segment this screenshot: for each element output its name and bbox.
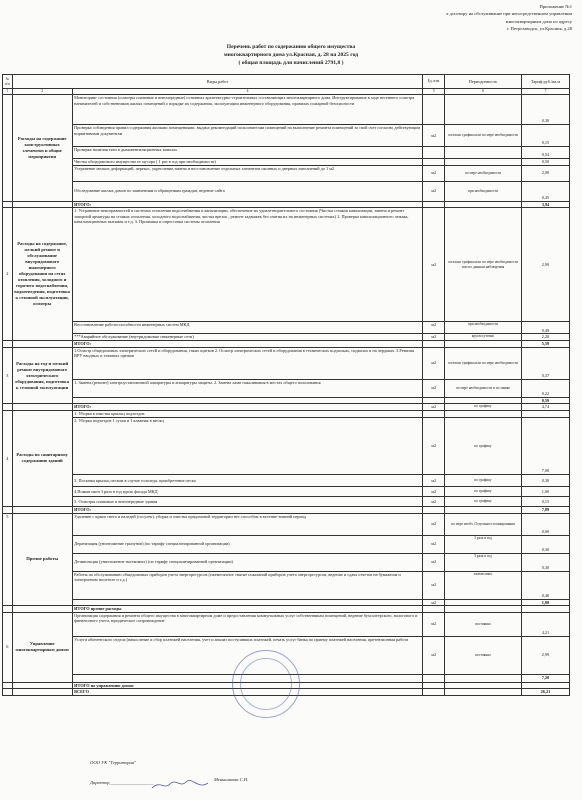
- col-works-header: Виды работ: [12, 75, 423, 89]
- work-unit: м2: [423, 125, 445, 147]
- appendix-line-3: многоквартирным дома по адресу: [505, 18, 572, 24]
- table-row: [3, 599, 570, 606]
- section-5-name: Прочие работы: [12, 513, 72, 606]
- work-tariff: 0,15: [521, 496, 569, 506]
- table-row: [3, 165, 570, 181]
- table-row: [3, 322, 570, 334]
- table-row: [3, 334, 570, 341]
- table-row: [3, 571, 570, 599]
- work-unit: м2: [423, 417, 445, 474]
- work-text: Дератизация (уничтожение грызунов) (по тарифу специализированной организации): [72, 535, 423, 553]
- work-text: Устранение мелких деформаций, перекос, укрепление,замена и восстановление отдельных элементов оконных и дверных заполнений до 1 м2: [72, 165, 423, 181]
- work-tariff: 2,00: [521, 165, 569, 181]
- section-4-total-label: ИТОГО:: [72, 506, 423, 513]
- total-period: по графику: [445, 404, 522, 411]
- work-text: 1.Осмотр общедомовых электрических сетей и оборудования, таких щитков 2. Осмотр электрических сетей и оборудования в технических подпольях, подвалах и на чердаках. 3.Ревизия ВРУ вводных и этажных щитков: [72, 347, 423, 379]
- work-text: 3. Посыпка крыльц песком в случае гололеда, приобретение песка: [72, 474, 423, 486]
- colnum-4: 4: [72, 89, 423, 95]
- table-row: [3, 181, 570, 201]
- work-tariff: 0,30: [521, 553, 569, 571]
- work-text: Проверка наличия тяги в дымовентиляционных каналах: [72, 147, 423, 159]
- work-period: по мере необх. Отдельного планирования: [445, 513, 522, 535]
- section-6-name: Управление многоквартирным домом: [12, 612, 72, 682]
- section-3-total-label: ИТОГО:: [72, 404, 423, 411]
- work-unit: м2: [423, 571, 445, 599]
- work-tariff: 0,40: [521, 571, 569, 599]
- work-text: Чистка общедомового имущества от мусора ( 1 раз в год при необходимости): [72, 159, 423, 166]
- table-row: [3, 379, 570, 397]
- section-2-total: 5,59: [521, 341, 569, 348]
- work-period: по мере необходимости: [445, 165, 522, 181]
- colnum-5: 5: [423, 89, 445, 95]
- section-total-row: [3, 506, 570, 513]
- table-row: [3, 410, 570, 417]
- work-text: Проверка соблюдения правил содержания жилыми помещениями, выдача рекомендаций пользователям помещений на выполнение ремонта помещений за свой счет согласно действующим нормативным документам: [72, 125, 423, 147]
- section-3-total: 0,59: [521, 397, 569, 404]
- section-1-total-label: ИТОГО:: [72, 201, 423, 208]
- footer-director-name: Меньшикова С.Н.: [214, 777, 249, 782]
- section-6-total-label: ИТОГО по управлению домом: [72, 682, 423, 689]
- table-row: [3, 347, 570, 379]
- work-unit: м2: [423, 322, 445, 334]
- work-period: по графику: [445, 486, 522, 496]
- section-6-num: 6: [3, 612, 13, 682]
- work-period: 3 раза в год: [445, 535, 522, 553]
- work-period: 3 раза в год: [445, 553, 522, 571]
- section-3-name: Расходы на год-и мелкий ремонт внутридомового электрического оборудования, подготовка к сезонной эксплуатации: [12, 347, 72, 404]
- table-row: [3, 612, 570, 636]
- work-text: 1. Уборка в очистка крыльц подъездов: [72, 410, 423, 417]
- total-unit: м2: [423, 404, 445, 411]
- work-unit: м2: [423, 379, 445, 397]
- work-period: круглосуточно: [445, 334, 522, 341]
- work-text: 4.Помыв окон 3 раза в год вдоль фасада МКД: [72, 486, 423, 496]
- work-unit: м2: [423, 599, 445, 606]
- work-text: ***Аварийное обслуживание (внутридомовые инженерные сети): [72, 334, 423, 341]
- work-period: постоянно: [445, 636, 522, 674]
- work-text: Дезинсекция (уничтожение насекомых) (по тарифу специализированной организации): [72, 553, 423, 571]
- work-period: согласно графика или по мере необходимости: [445, 347, 522, 379]
- work-tariff: 0,49: [521, 322, 569, 334]
- work-tariff: 0,45: [521, 181, 569, 201]
- table-row: [3, 208, 570, 322]
- work-tariff: 7,00: [521, 417, 569, 474]
- section-1-name: Расходы на содержание конструктивных элементов и общие мероприятия: [12, 95, 72, 202]
- work-tariff: 2,99: [521, 636, 569, 674]
- col-period-header: Периодичность: [445, 75, 522, 89]
- work-tariff: 0,37: [521, 347, 569, 379]
- appendix-header: [446, 3, 572, 33]
- work-unit: м2: [423, 474, 445, 486]
- work-tariff: 0,15: [521, 125, 569, 147]
- table-row: [3, 95, 570, 125]
- work-text: Восстановление работоспособности инженерных систем МКД: [72, 322, 423, 334]
- section-2-name: Расходы на содержание, мелкий ремонт и обслуживание внутридомового инженерного оборудования на сетях отопления, холодного и горячего водоснабжения, водоотведения, подготовка к сезонной эксплуатации, осмотры: [12, 208, 72, 341]
- section-6-total: 7,20: [521, 674, 569, 682]
- col-tariff-header: Тариф руб./кв.м: [521, 75, 569, 89]
- work-unit: м2: [423, 513, 445, 535]
- section-total-row: [3, 201, 570, 208]
- grand-total-value: 26,21: [521, 689, 569, 696]
- work-unit: м2: [423, 334, 445, 341]
- work-unit: [423, 159, 445, 166]
- section-3-num: 3: [3, 347, 13, 404]
- footer-org: ООО УК "Территория": [90, 760, 136, 765]
- colnum-2: 2: [12, 89, 72, 95]
- table-header-row: [3, 75, 570, 89]
- work-unit: м2: [423, 181, 445, 201]
- work-period: по графику: [445, 417, 522, 474]
- work-tariff: 4,21: [521, 612, 569, 636]
- work-tariff: 1,00: [521, 486, 569, 496]
- work-tariff: 0,54: [521, 147, 569, 159]
- work-period: по мере необходимости и по заявке: [445, 379, 522, 397]
- table-row: [3, 417, 570, 474]
- work-text: 1. Устранение неисправностей в системах отопления водоснабжения и канализации, обеспечение их удовлетворительного состояния (Чистка стояков канализации, замена и ремонт запорной арматуры на стояках отопления, холодного водоснабжения, чистка врезок , ремонт задвижек без снятия их на инженерных системах) 2. Проверка канализационного лежака, канализационных вытяжек и т.д. 3. Промывка и опрессовка системы отопления: [72, 208, 423, 322]
- section-4-name: Расходы по санитарному содержанию зданий: [12, 410, 72, 506]
- work-text: 1. Замена (ремонт) электроустановочной аппаратуры и аппаратуры защиты. 2. Замена ламп накаливания в местах общего пользования: [72, 379, 423, 397]
- work-period: [445, 410, 522, 417]
- work-unit: м2: [423, 496, 445, 506]
- table-row: [3, 553, 570, 571]
- section-4-total: 7,89: [521, 506, 569, 513]
- work-period: согласно графика или по мере необходимости: [445, 125, 522, 147]
- col-num-header: № п/п: [3, 75, 13, 89]
- work-tariff: 0,30: [521, 535, 569, 553]
- section-2-total-label: ИТОГО:: [72, 341, 423, 348]
- work-period: [445, 147, 522, 159]
- work-unit: м2: [423, 612, 445, 636]
- section-total-row: [3, 404, 570, 411]
- section-total-row: [3, 341, 570, 348]
- table-row: [3, 513, 570, 535]
- appendix-line-4: г. Петрозаводск, ул.Краснпя, д.28: [506, 26, 572, 32]
- table-row: [3, 125, 570, 147]
- handwritten-signature: [150, 778, 210, 792]
- work-tariff: 0,00: [521, 513, 569, 535]
- work-period: [445, 159, 522, 166]
- colnum-1: 1: [3, 89, 13, 95]
- works-table: [2, 74, 570, 696]
- colnum-6: 6: [445, 89, 522, 95]
- section-5-num: 5: [3, 513, 13, 606]
- section-4-num: 4: [3, 410, 13, 506]
- section-1-num: [3, 95, 13, 202]
- table-row: [3, 535, 570, 553]
- appendix-line-1: Приложение №1: [539, 4, 572, 9]
- work-period: по графику: [445, 474, 522, 486]
- work-unit: [423, 410, 445, 417]
- work-tariff: 0,22: [521, 379, 569, 397]
- work-period: [445, 95, 522, 125]
- colnum-7: 7: [521, 89, 569, 95]
- work-period: при необходимости: [445, 181, 522, 201]
- work-unit: м2: [423, 535, 445, 553]
- work-period: по графику: [445, 496, 522, 506]
- table-row: [3, 474, 570, 486]
- work-text: Услуги абонентского отдела (начисление и сбор платежей населения, учет и анализ поступивших платежей, печать услуг банка по приему платежей населения, претензионная работа: [72, 636, 423, 674]
- section-5-total-label: ИТОГО прочие расходы: [72, 606, 423, 613]
- work-tariff: 2,20: [521, 334, 569, 341]
- work-unit: [423, 147, 445, 159]
- work-text: 5. Осмотры плановые и внеочередные здания: [72, 496, 423, 506]
- section-3-total-2: 4,74: [521, 404, 569, 411]
- work-tariff: 0,30: [521, 474, 569, 486]
- section-5-total: 1,00: [521, 599, 569, 606]
- work-unit: м2: [423, 165, 445, 181]
- grand-total-label: ВСЕГО: [72, 689, 423, 696]
- work-period: согласно графика или по мере необходимости или по данным наблюдения: [445, 208, 522, 322]
- company-stamp-inner: [240, 658, 292, 710]
- work-period: при необходимости: [445, 322, 522, 334]
- work-period: ежемесячно: [445, 571, 522, 599]
- section-total-row: [3, 606, 570, 613]
- section-2-num: 2: [3, 208, 13, 341]
- section-total-row: [3, 397, 570, 404]
- section-1-total: 3,94: [521, 201, 569, 208]
- table-row: [3, 486, 570, 496]
- doc-title-3: ( общая площадь для начислений 2791,8 ): [238, 60, 344, 66]
- work-text: 2. Уборка подъездов 1 сухая и 1 влажная в месяц: [72, 417, 423, 474]
- work-unit: [423, 95, 445, 125]
- table-row: [3, 147, 570, 159]
- doc-title-1: Перечень работ по содержанию общего имущества: [226, 44, 356, 50]
- work-unit: м2: [423, 486, 445, 496]
- work-unit: м2: [423, 347, 445, 379]
- work-tariff: [521, 410, 569, 417]
- work-tariff: 2,90: [521, 208, 569, 322]
- footer-director: Директор___________________: [90, 780, 154, 785]
- work-text: Обследование жилых домов по заявлениям и обращениям граждан, ведение сайта: [72, 181, 423, 201]
- work-period: постоянно: [445, 612, 522, 636]
- work-text: Организация содержания и ремонта общего имущества в многоквартирном доме и предоставления коммунальных услуг собственникам помещений, ведение бухгалтерского, налогового и финансового учета, юридическое сопровождение: [72, 612, 423, 636]
- doc-title-2: многоквартирного дома ул.Красная, д. 28 на 2025 год: [223, 52, 359, 58]
- table-row: [3, 159, 570, 166]
- col-unit-header: Ед. изм.: [423, 75, 445, 89]
- work-tariff: 0,50: [521, 159, 569, 166]
- work-unit: м2: [423, 636, 445, 674]
- work-unit: м2: [423, 208, 445, 322]
- appendix-line-2: к договору на обслуживание при непосредственном управлении: [446, 11, 572, 17]
- work-text: Мониторинг состояния (осмотры плановые и внеочередные) основных архитектурно-строительных составляющих многоквартирного дома. Инструктирование в ходе весеннего осмотра нанимателей и собственников жилых помещений о порядке их содержания, эксплуатации инженерного оборудования, правилах пожарной безопасности: [72, 95, 423, 125]
- table-row: [3, 496, 570, 506]
- work-text: Работы по обслуживанию общедомовых приборов учета энергоресурсов (ежемесячное снятие показаний приборов учета энергоресурсов, ведение и сдача отчетов на бумажном и электронном носителе и т.д.): [72, 571, 423, 599]
- work-unit: м2: [423, 553, 445, 571]
- work-tariff: 0,30: [521, 95, 569, 125]
- work-text: Удаление с крыш снега и наледей (сосулек), уборка и очистка придомовой территории нес.способом в весенне-зимний период: [72, 513, 423, 535]
